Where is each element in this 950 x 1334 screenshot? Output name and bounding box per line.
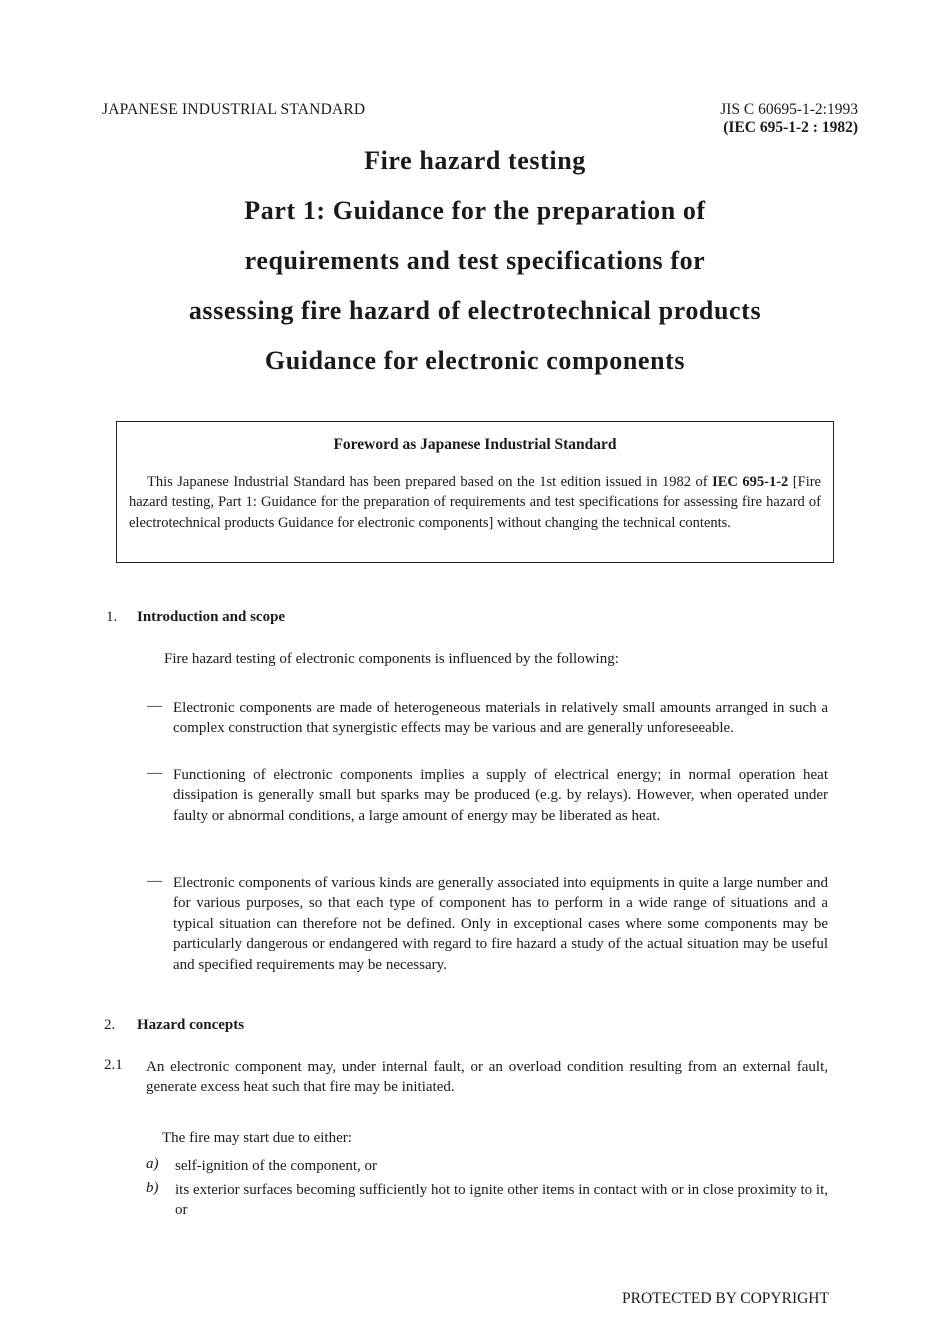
foreword-title: Foreword as Japanese Industrial Standard xyxy=(333,436,617,453)
clause-2-1-number: 2.1 xyxy=(104,1057,123,1073)
copyright-footer: PROTECTED BY COPYRIGHT xyxy=(622,1290,829,1307)
jis-number: JIS C 60695-1-2:1993 xyxy=(720,101,858,118)
document-title-line-5: Guidance for electronic components xyxy=(264,346,686,375)
standard-header: JAPANESE INDUSTRIAL STANDARD xyxy=(102,101,366,118)
item-b-text: its exterior surfaces becoming sufficiently hot to ignite other items in contact with or in close proximity to it, or xyxy=(175,1182,828,1219)
bullet-dash: — xyxy=(147,765,162,781)
item-a-text: self-ignition of the component, or xyxy=(175,1158,378,1174)
document-title-line-4: assessing fire hazard of electrotechnical products xyxy=(188,296,762,325)
section-2-title: Hazard concepts xyxy=(137,1017,245,1033)
foreword-text xyxy=(129,472,821,533)
bullet-dash: — xyxy=(147,873,162,889)
foreword-iec-ref: IEC 695-1-2 xyxy=(712,474,789,490)
section-1-title: Introduction and scope xyxy=(137,609,286,625)
foreword-text-start: This Japanese Industrial Standard has been prepared based on the 1st edition issued in 1982 of xyxy=(147,474,713,490)
standard-number-block xyxy=(672,101,858,137)
document-title-line-3: requirements and test specifications for xyxy=(244,246,706,275)
iec-number: (IEC 695-1-2 : 1982) xyxy=(723,119,858,136)
document-title-line-1: Fire hazard testing xyxy=(364,146,586,175)
section-1-bullet-1: Electronic components are made of heterogeneous materials in relatively small amounts arranged in such a complex construction that synergistic effects may be various and are generally unforeseeable. xyxy=(173,700,828,737)
section-1-bullet-3: Electronic components of various kinds are generally associated into equipments in quite a large number and for various purposes, so that each type of component has to perform in a wide range of situations and a typical situation can therefore not be defined. Only in exceptional cases where some components may be particularly dangerous or endangered with regard to fire hazard a study of the actual situation may be useful and specified requirements may be necessary. xyxy=(173,875,828,973)
foreword-text-end: [Fire hazard testing, Part 1: Guidance for the preparation of requirements and test specifications for assessing fire hazard of electrotechnical products Guidance for electronic components] without changing the technical contents. xyxy=(129,474,821,531)
clause-2-1-text: An electronic component may, under internal fault, or an overload condition resulting from an external fault, generate excess heat such that fire may be initiated. xyxy=(146,1059,828,1096)
item-a-label: a) xyxy=(146,1156,159,1172)
bullet-dash: — xyxy=(147,698,162,714)
foreword-box xyxy=(116,421,834,563)
item-b-label: b) xyxy=(146,1180,159,1196)
section-1-bullet-2: Functioning of electronic components implies a supply of electrical energy; in normal operation heat dissipation is generally small but sparks may be produced (e.g. by relays). However, when operated under faulty or abnormal conditions, a large amount of energy may be liberated as heat. xyxy=(173,767,828,824)
section-2-number: 2. xyxy=(104,1017,116,1033)
section-2-intro: The fire may start due to either: xyxy=(162,1130,352,1146)
section-1-intro: Fire hazard testing of electronic components is influenced by the following: xyxy=(164,651,619,667)
section-1-number: 1. xyxy=(106,609,118,625)
document-title-line-2: Part 1: Guidance for the preparation of xyxy=(244,196,706,225)
